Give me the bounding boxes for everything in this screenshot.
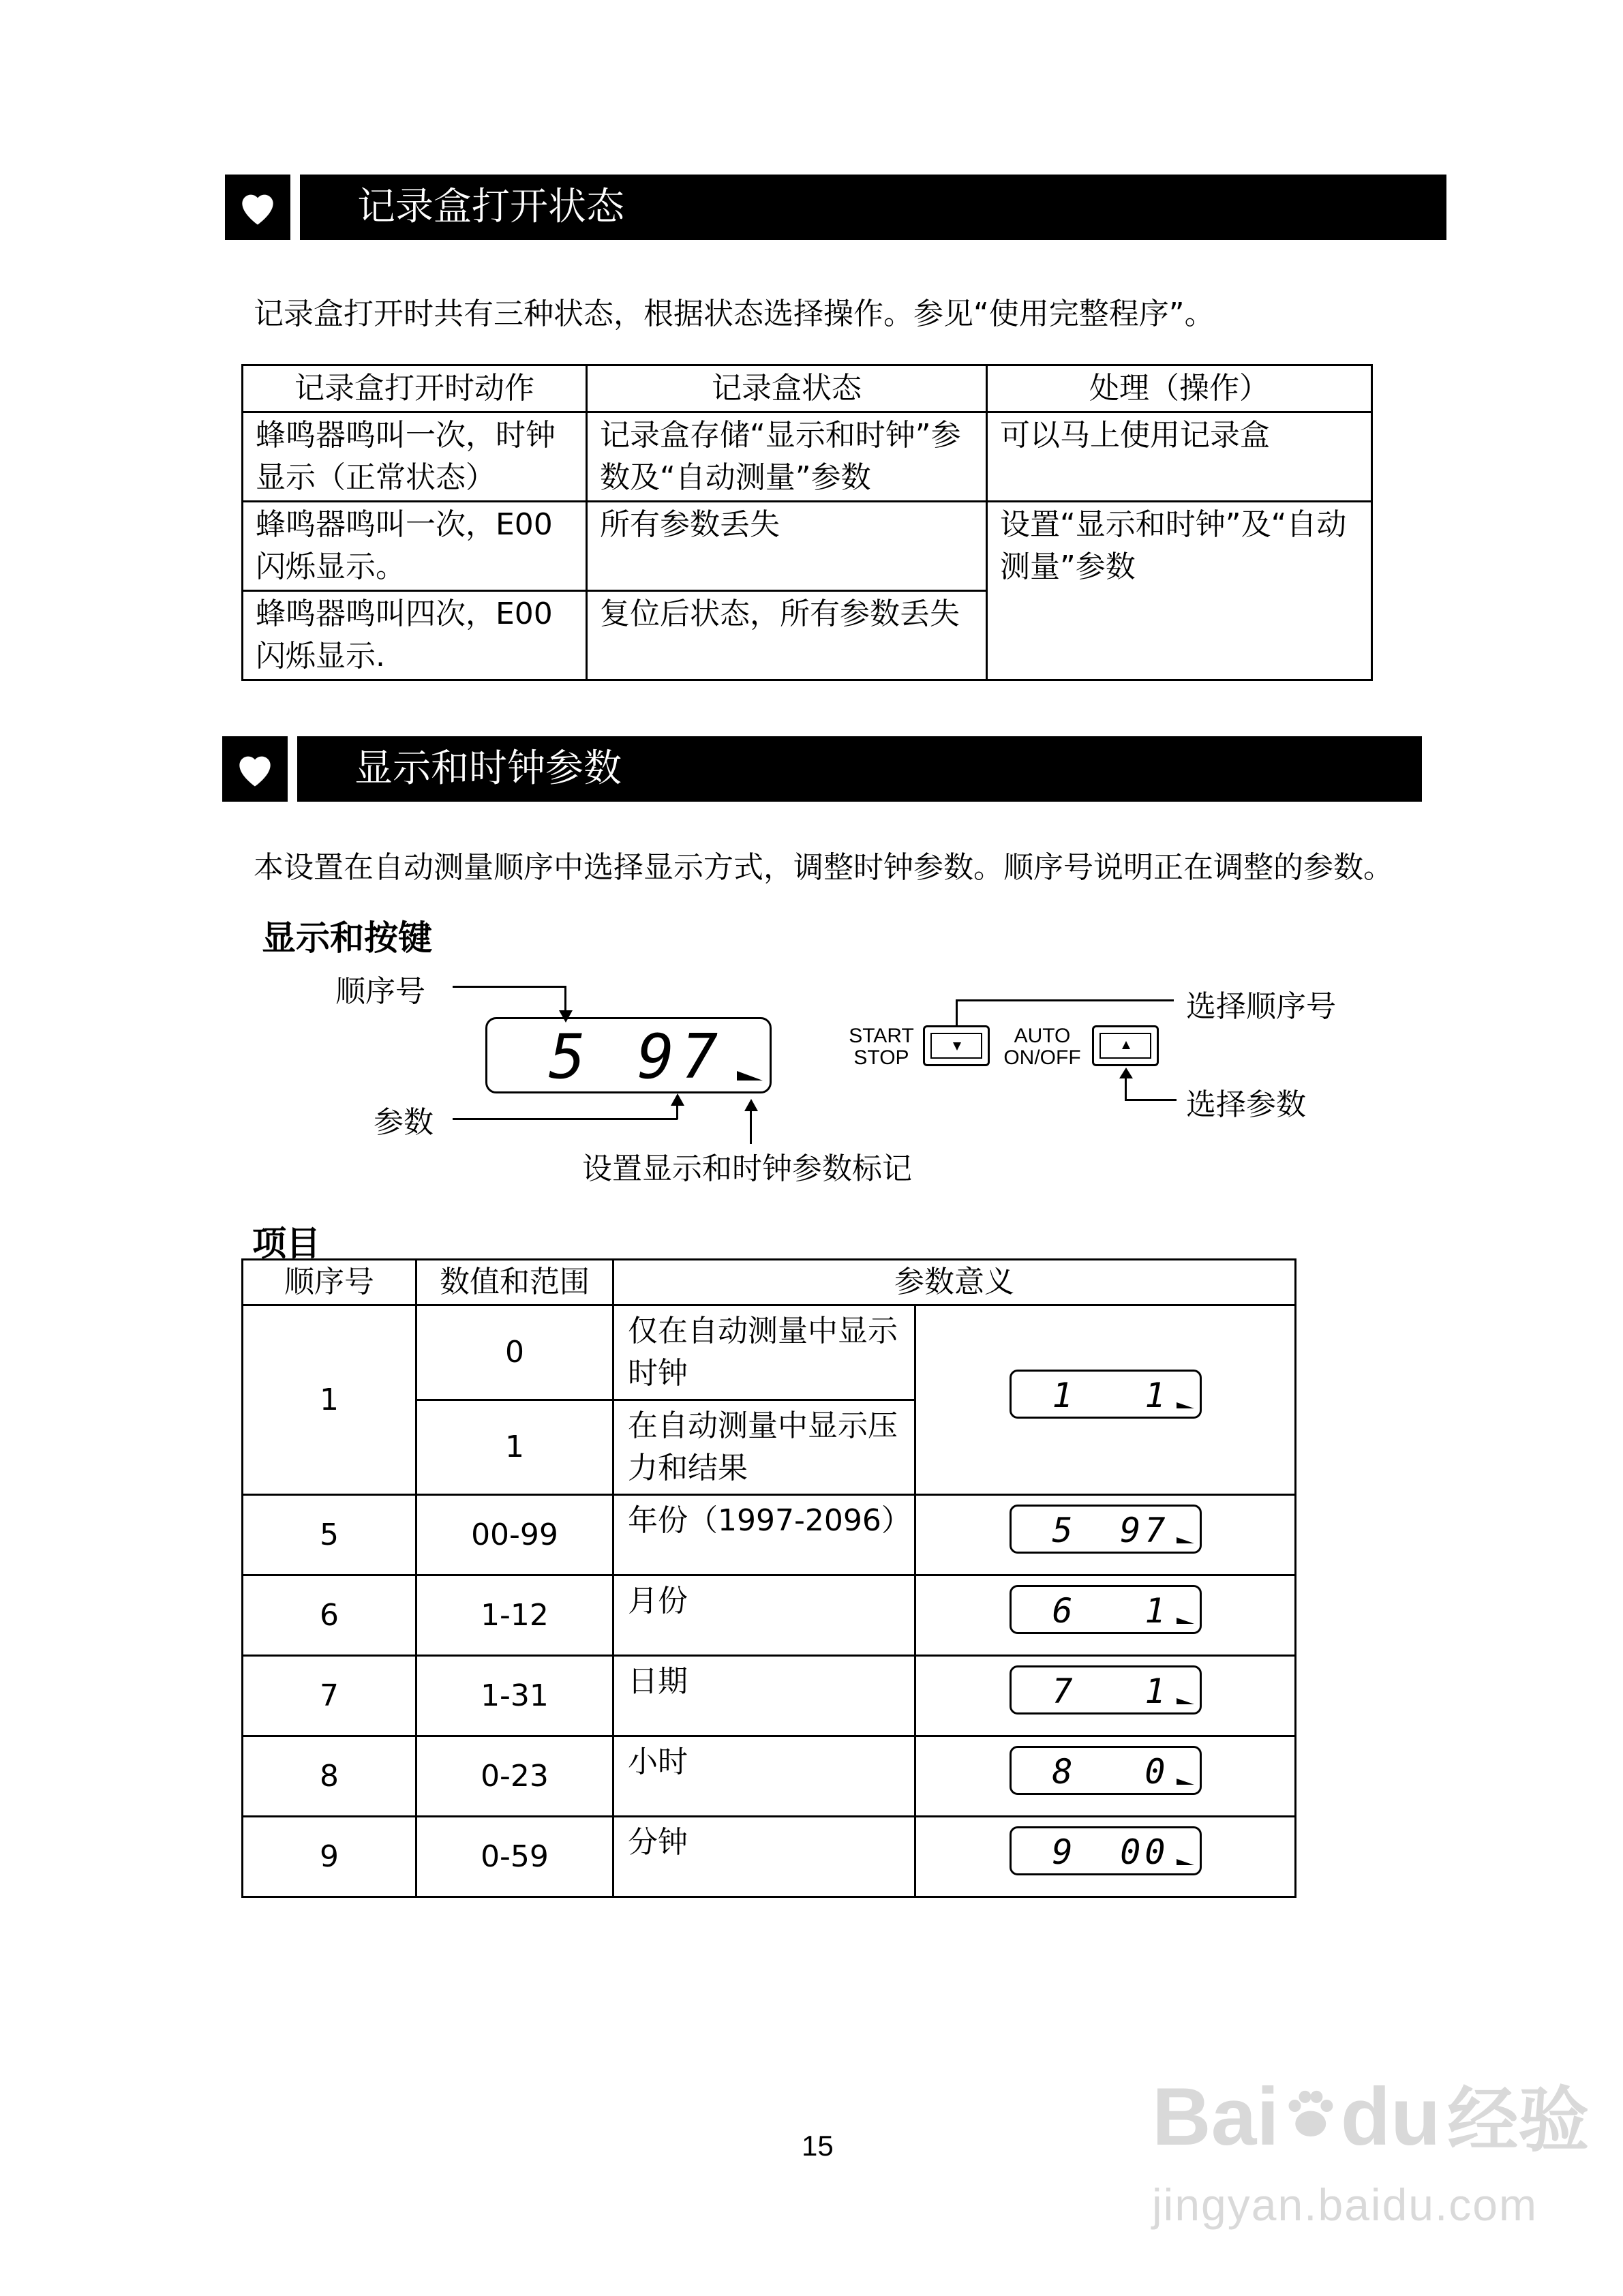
onoff-label: ON/OFF	[1003, 1046, 1081, 1069]
start-stop-label	[844, 1025, 919, 1069]
marker-triangle	[1177, 1779, 1194, 1785]
section-title-1: 记录盒打开状态	[300, 175, 1446, 240]
seq-cell: 7	[243, 1656, 416, 1736]
marker-label: 设置显示和时钟参数标记	[582, 1151, 912, 1186]
seq-cell: 5	[243, 1495, 416, 1575]
lcd-seq: 5	[549, 1021, 586, 1093]
heart-icon-box-1	[225, 175, 290, 240]
lcd-cell	[915, 1736, 1296, 1817]
lcd-display	[1010, 1370, 1202, 1419]
lcd-display	[1010, 1746, 1202, 1795]
table-cell: 蜂鸣器鸣叫一次，时钟显示（正常状态）	[243, 412, 587, 502]
range-cell: 1-12	[416, 1575, 613, 1656]
lcd-cell	[915, 1656, 1296, 1736]
table-cell: 设置“显示和时钟”及“自动测量”参数	[987, 502, 1372, 680]
range-cell: 00-99	[416, 1495, 613, 1575]
col-header: 记录盒打开时动作	[243, 365, 587, 412]
display-heading: 显示和按键	[262, 918, 432, 958]
meaning-cell: 日期	[613, 1656, 915, 1736]
arrow-up-icon	[1119, 1068, 1134, 1080]
watermark-logo	[1152, 2072, 1589, 2165]
heart-icon	[232, 746, 278, 792]
param-label: 参数	[374, 1105, 434, 1140]
marker-triangle	[1177, 1698, 1194, 1704]
leader-line	[453, 986, 566, 988]
heart-icon	[234, 184, 281, 230]
lcd-value: 0	[1144, 1752, 1170, 1792]
watermark-brand2: du	[1340, 2071, 1441, 2162]
lcd-seq: 6	[1052, 1591, 1073, 1631]
lcd-value: 1	[1144, 1376, 1170, 1415]
watermark-cn: 经验	[1447, 2081, 1590, 2160]
lcd-cell	[915, 1305, 1296, 1495]
auto-onoff-label	[998, 1025, 1087, 1069]
table-row	[243, 1656, 1296, 1736]
table-row	[243, 502, 1372, 591]
lcd-cell	[915, 1495, 1296, 1575]
meaning-cell: 月份	[613, 1575, 915, 1656]
watermark-brand: Bai	[1152, 2071, 1279, 2162]
lcd-value: 97	[1120, 1511, 1170, 1550]
leader-line	[1125, 1099, 1177, 1101]
arrow-up-icon	[743, 1099, 759, 1113]
seq-label: 顺序号	[335, 974, 425, 1009]
leader-line	[453, 1118, 678, 1120]
marker-triangle	[1177, 1537, 1194, 1543]
col-header: 参数意义	[613, 1260, 1296, 1305]
table-cell: 蜂鸣器鸣叫一次，E00 闪烁显示。	[243, 502, 587, 591]
col-header: 数值和范围	[416, 1260, 613, 1305]
lcd-seq: 8	[1052, 1752, 1073, 1792]
select-seq-label: 选择顺序号	[1186, 989, 1336, 1024]
leader-line	[1125, 1077, 1127, 1100]
table-row	[243, 1495, 1296, 1575]
arrow-up-icon	[1121, 1041, 1131, 1051]
section-title-2: 显示和时钟参数	[297, 736, 1422, 802]
auto-label: AUTO	[1014, 1025, 1071, 1047]
start-stop-button[interactable]	[923, 1025, 990, 1066]
auto-onoff-button[interactable]	[1092, 1025, 1159, 1066]
stop-label: STOP	[853, 1046, 909, 1069]
items-heading: 项目	[252, 1224, 320, 1263]
table-row	[243, 1575, 1296, 1656]
range-cell: 1	[416, 1400, 613, 1495]
col-header: 顺序号	[243, 1260, 416, 1305]
lcd-display	[1010, 1585, 1202, 1634]
heart-icon-box-2	[222, 736, 288, 802]
seq-cell: 9	[243, 1817, 416, 1897]
lcd-value: 1	[1144, 1672, 1170, 1711]
range-cell: 0-23	[416, 1736, 613, 1817]
lcd-cell	[915, 1817, 1296, 1897]
lcd-display	[1010, 1665, 1202, 1715]
table-header-row	[243, 365, 1372, 412]
start-label: START	[849, 1025, 914, 1047]
table-cell: 记录盒存储“显示和时钟”参数及“自动测量”参数	[587, 412, 987, 502]
arrow-down-icon	[952, 1041, 962, 1051]
lcd-display	[1010, 1826, 1202, 1875]
table-row	[243, 1817, 1296, 1897]
seq-cell: 8	[243, 1736, 416, 1817]
meaning-cell: 在自动测量中显示压力和结果	[613, 1400, 915, 1495]
lcd-seq: 5	[1052, 1511, 1073, 1550]
table-row	[243, 1305, 1296, 1400]
section2-intro: 本设置在自动测量顺序中选择显示方式，调整时钟参数。顺序号说明正在调整的参数。	[254, 850, 1393, 885]
table-cell: 所有参数丢失	[587, 502, 987, 591]
seq-cell: 6	[243, 1575, 416, 1656]
table-cell: 复位后状态，所有参数丢失	[587, 591, 987, 680]
col-header: 处理（操作）	[987, 365, 1372, 412]
range-cell: 0-59	[416, 1817, 613, 1897]
lcd-seq: 9	[1052, 1832, 1073, 1872]
arrow-up-icon	[669, 1093, 686, 1107]
table-cell: 蜂鸣器鸣叫四次，E00 闪烁显示.	[243, 591, 587, 680]
lcd-value: 97	[637, 1021, 725, 1093]
table-row	[243, 1736, 1296, 1817]
lcd-display	[485, 1017, 772, 1093]
paw-icon	[1279, 2083, 1341, 2149]
lcd-value: 00	[1120, 1832, 1170, 1872]
marker-triangle	[1177, 1402, 1194, 1408]
lcd-seq: 1	[1052, 1376, 1073, 1415]
marker-triangle	[737, 1071, 763, 1081]
col-header: 记录盒状态	[587, 365, 987, 412]
items-table	[241, 1258, 1296, 1898]
seq-cell: 1	[243, 1305, 416, 1495]
watermark-url: jingyan.baidu.com	[1152, 2179, 1538, 2230]
select-param-label: 选择参数	[1186, 1087, 1306, 1122]
meaning-cell: 小时	[613, 1736, 915, 1817]
table-cell: 可以马上使用记录盒	[987, 412, 1372, 502]
marker-triangle	[1177, 1859, 1194, 1865]
range-cell: 1-31	[416, 1656, 613, 1736]
leader-line	[956, 999, 958, 1027]
table-row	[243, 412, 1372, 502]
lcd-value: 1	[1144, 1591, 1170, 1631]
lcd-cell	[915, 1575, 1296, 1656]
marker-triangle	[1177, 1618, 1194, 1624]
meaning-cell: 仅在自动测量中显示时钟	[613, 1305, 915, 1400]
table-header-row	[243, 1260, 1296, 1305]
meaning-cell: 分钟	[613, 1817, 915, 1897]
leader-line	[956, 999, 1174, 1001]
lcd-display	[1010, 1505, 1202, 1554]
record-box-state-table	[241, 364, 1373, 681]
page-number: 15	[802, 2130, 834, 2162]
leader-line	[750, 1111, 752, 1144]
range-cell: 0	[416, 1305, 613, 1400]
meaning-cell: 年份（1997-2096）	[613, 1495, 915, 1575]
section1-intro: 记录盒打开时共有三种状态，根据状态选择操作。参见“使用完整程序”。	[254, 297, 1215, 331]
lcd-seq: 7	[1052, 1672, 1073, 1711]
